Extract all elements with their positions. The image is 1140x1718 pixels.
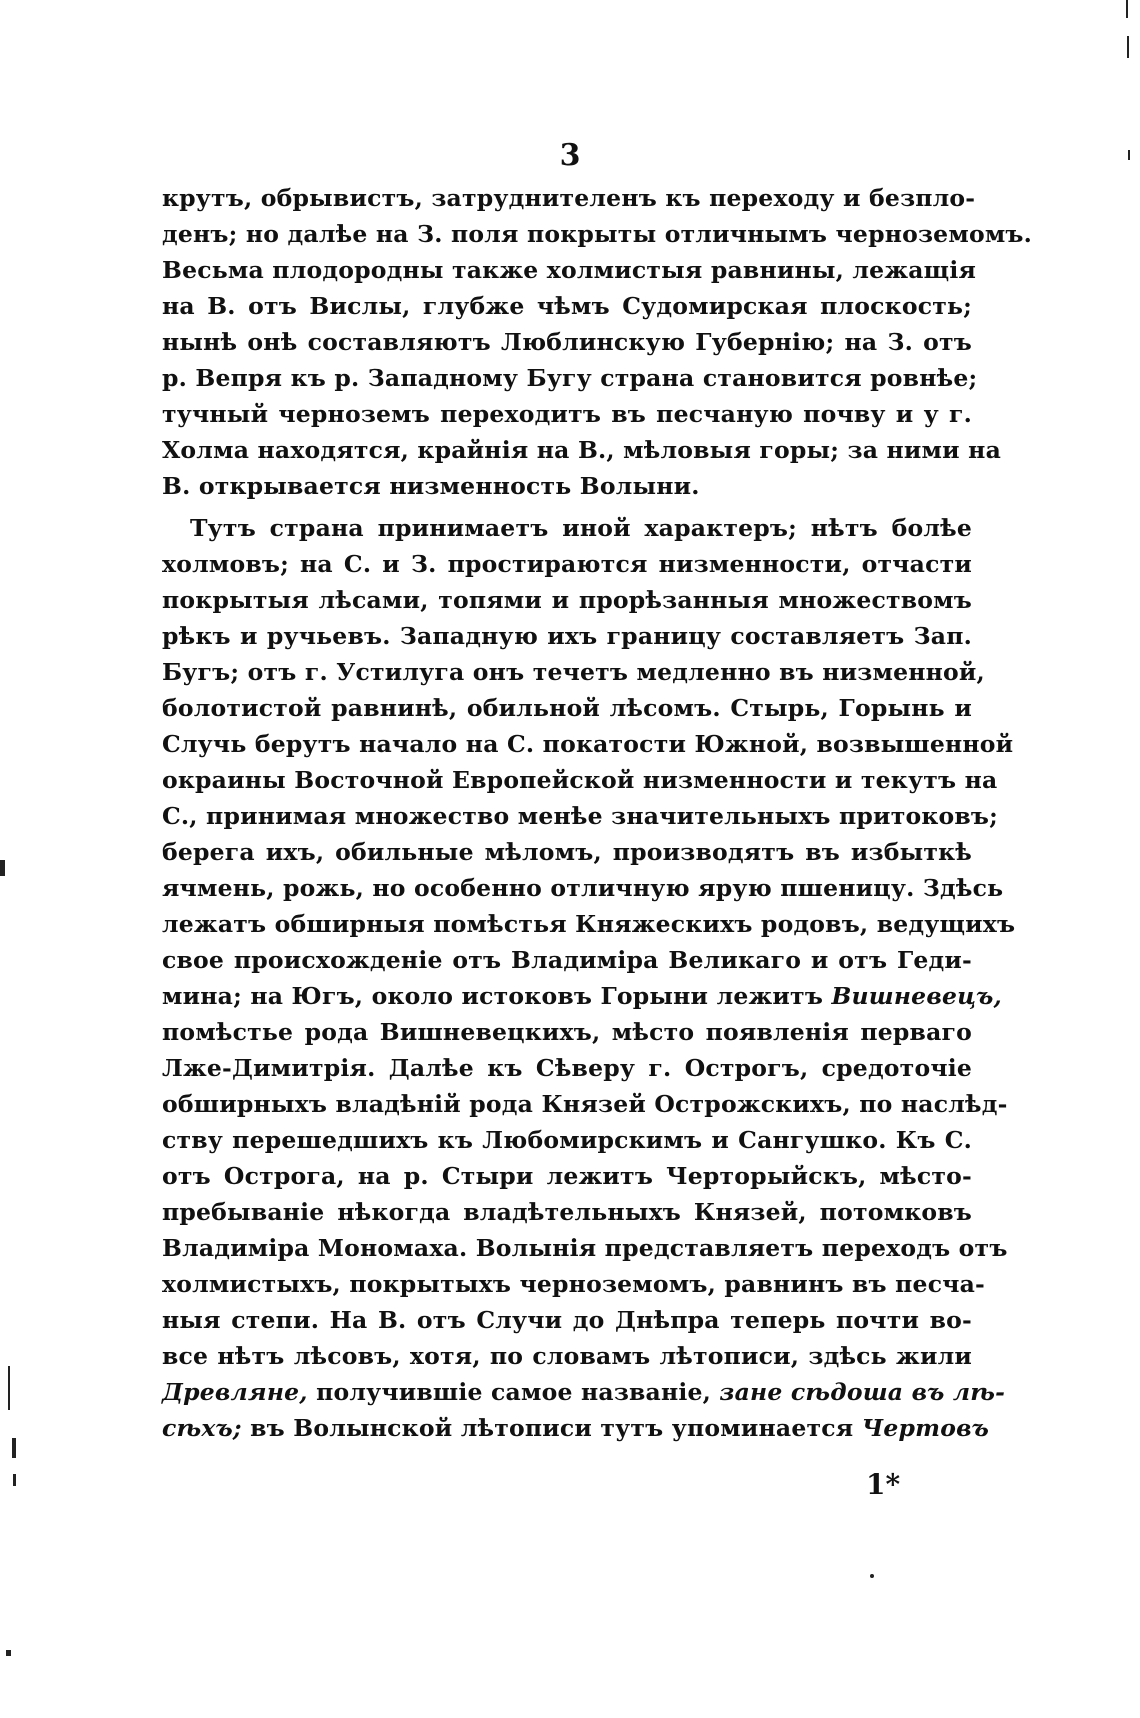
scan-artifact	[1127, 36, 1129, 58]
scan-artifact	[0, 860, 5, 876]
text-run: мина; на Югъ, около истоковъ Горыни лежитъ	[162, 982, 832, 1010]
text-line: тучный черноземъ переходитъ въ песчаную почву и у г.	[162, 400, 972, 428]
italic-quote: сѣхъ;	[162, 1414, 242, 1442]
text-run: въ Волынской лѣтописи тутъ упоминается	[241, 1414, 862, 1442]
text-line: Бугъ; отъ г. Устилуга онъ течетъ медленно въ низменной,	[162, 658, 985, 686]
text-line: отъ Острога, на р. Стыри лежитъ Черторыйскъ, мѣсто-	[162, 1162, 972, 1190]
text-line: р. Вепря къ р. Западному Бугу страна становится ровнѣе;	[162, 364, 978, 392]
text-line: помѣстье рода Вишневецкихъ, мѣсто появленія перваго	[162, 1018, 972, 1046]
scan-artifact	[8, 1366, 10, 1410]
text-line: холмистыхъ, покрытыхъ черноземомъ, равнинъ въ песча-	[162, 1270, 985, 1298]
text-line	[162, 978, 1002, 1014]
text-line: пребываніе нѣкогда владѣтельныхъ Князей, потомковъ	[162, 1198, 972, 1226]
text-run: получившіе самое названіе,	[307, 1378, 720, 1406]
text-line	[162, 1374, 1006, 1410]
text-line: рѣкъ и ручьевъ. Западную ихъ границу составляетъ Зап.	[162, 622, 972, 650]
page-number: 3	[559, 138, 581, 173]
text-line: все нѣтъ лѣсовъ, хотя, по словамъ лѣтописи, здѣсь жили	[162, 1342, 972, 1370]
italic-quote: зане сѣдоша въ лѣ-	[719, 1378, 1006, 1406]
text-line: ству перешедшихъ къ Любомирскимъ и Сангушко. Къ С.	[162, 1126, 972, 1154]
text-line: ныя степи. На В. отъ Случи до Днѣпра теперь почти во-	[162, 1306, 972, 1334]
italic-name: Чертовъ	[861, 1414, 990, 1442]
scan-artifact	[1126, 0, 1128, 18]
text-line: крутъ, обрывистъ, затруднителенъ къ переходу и безпло-	[162, 184, 976, 212]
scan-artifact	[1128, 150, 1130, 160]
body-text	[162, 180, 1033, 1446]
scan-artifact	[6, 1650, 11, 1656]
italic-name: Древляне,	[162, 1378, 308, 1406]
text-line: обширныхъ владѣній рода Князей Острожскихъ, по наслѣд-	[162, 1090, 1008, 1118]
text-line: С., принимая множество менѣе значительныхъ притоковъ;	[162, 802, 999, 830]
text-line: нынѣ онѣ составляютъ Люблинскую Губернію; на З. отъ	[162, 328, 972, 356]
text-line: Лже-Димитрія. Далѣе къ Сѣверу г. Острогъ, средоточіе	[162, 1054, 972, 1082]
text-line: Владиміра Мономаха. Волынія представляетъ переходъ отъ	[162, 1234, 1008, 1262]
text-line: Весьма плодородны также холмистыя равнины, лежащія	[162, 256, 977, 284]
text-line	[162, 1410, 990, 1446]
scan-artifact	[12, 1438, 16, 1458]
text-line: Холма находятся, крайнія на В., мѣловыя горы; за ними на	[162, 436, 1001, 464]
signature-mark: 1*	[866, 1468, 901, 1501]
text-line: лежатъ обширныя помѣстья Княжескихъ родовъ, ведущихъ	[162, 910, 1016, 938]
scan-artifact	[870, 1574, 874, 1578]
text-line: В. открывается низменность Волыни.	[162, 472, 700, 500]
text-line: болотистой равнинѣ, обильной лѣсомъ. Стырь, Горынь и	[162, 694, 972, 722]
text-line: берега ихъ, обильные мѣломъ, производятъ въ избыткѣ	[162, 838, 972, 866]
text-line: окраины Восточной Европейской низменности и текутъ на	[162, 766, 998, 794]
text-line: денъ; но далѣе на З. поля покрыты отличнымъ черноземомъ.	[162, 220, 1033, 248]
scan-artifact	[13, 1474, 16, 1486]
text-line: свое происхожденіе отъ Владиміра Великаго и отъ Геди-	[162, 946, 972, 974]
text-line: Тутъ страна принимаетъ иной характеръ; нѣтъ болѣе	[190, 514, 972, 542]
italic-name: Вишневецъ,	[831, 982, 1002, 1010]
text-line: покрытыя лѣсами, топями и прорѣзанныя множествомъ	[162, 586, 972, 614]
text-line: на В. отъ Вислы, глубже чѣмъ Судомирская плоскость;	[162, 292, 972, 320]
text-line: Случь берутъ начало на С. покатости Южной, возвышенной	[162, 730, 1014, 758]
text-line: ячмень, рожь, но особенно отличную ярую пшеницу. Здѣсь	[162, 874, 1004, 902]
text-line: холмовъ; на С. и З. простираются низменности, отчасти	[162, 550, 972, 578]
